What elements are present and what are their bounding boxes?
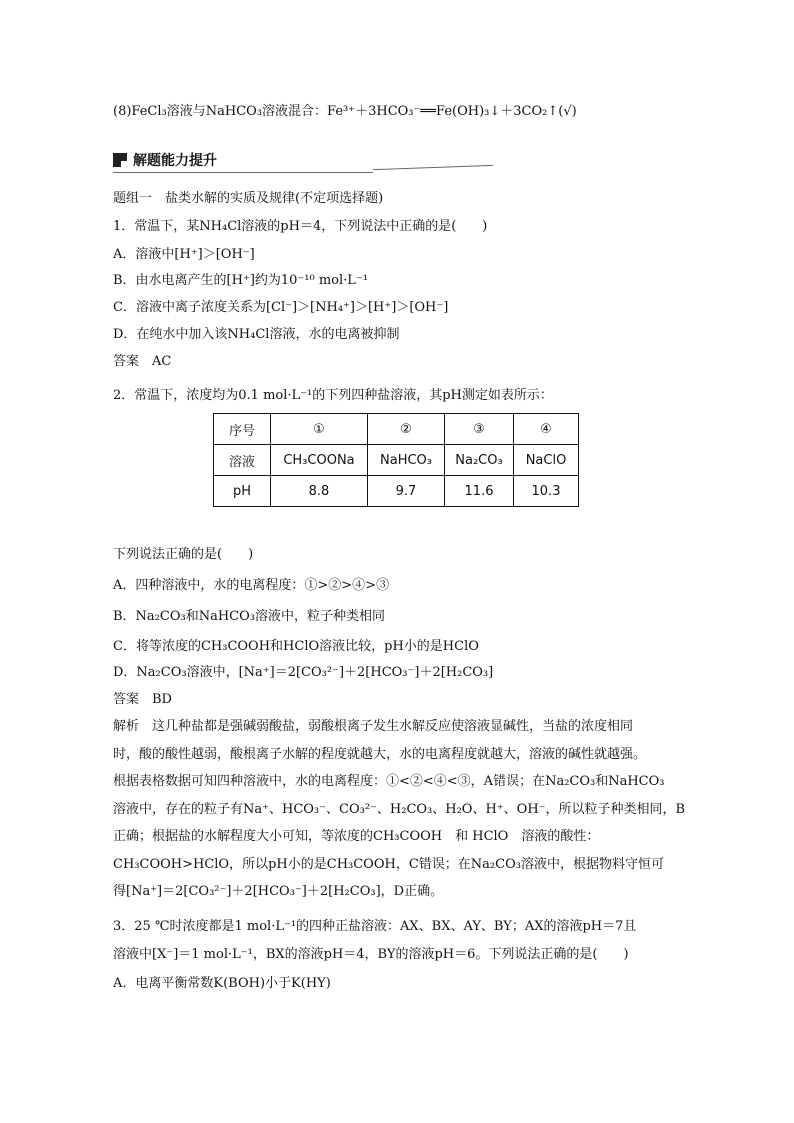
q2-analysis-line: 溶液中，存在的粒子有Na⁺、HCO₃⁻、CO₃²⁻、H₂CO₃、H₂O、H⁺、OH⁻，所以粒子种类相同，B (113, 802, 686, 817)
q3-option-a: A．电离平衡常数K(BOH)小于K(HY) (113, 976, 331, 991)
table-cell: pH (214, 476, 271, 507)
table-cell: 10.3 (514, 476, 579, 507)
q2-analysis-line: 时，酸的酸性越弱，酸根离子水解的程度就越大，水的电离程度就越大，溶液的碱性就越强。 (113, 747, 647, 762)
q1-stem: 1．常温下，某NH₄Cl溶液的pH＝4，下列说法中正确的是( ) (113, 219, 488, 234)
q2-analysis-line: 得[Na⁺]＝2[CO₃²⁻]＋2[HCO₃⁻]＋2[H₂CO₃]，D正确。 (113, 884, 444, 899)
ph-table (213, 413, 579, 507)
table-cell: ④ (514, 414, 579, 445)
table-cell: 序号 (214, 414, 271, 445)
table-cell: 11.6 (445, 476, 514, 507)
q2-answer: 答案 BD (113, 692, 172, 707)
table-cell: 溶液 (214, 445, 271, 476)
table-cell: ② (368, 414, 445, 445)
q2-option-a: A．四种溶液中，水的电离程度：①>②>④>③ (113, 578, 390, 593)
q1-option-c: C．溶液中离子浓度关系为[Cl⁻]＞[NH₄⁺]＞[H⁺]＞[OH⁻] (113, 300, 449, 315)
table-cell: 8.8 (271, 476, 368, 507)
q1-option-b: B．由水电离产生的[H⁺]约为10⁻¹⁰ mol·L⁻¹ (113, 273, 369, 288)
section-divider-tail (373, 165, 493, 170)
item-8-text: (8)FeCl₃溶液与NaHCO₃溶液混合：Fe³⁺＋3HCO₃⁻══Fe(OH)₃↓＋3CO₂↑(√) (113, 104, 577, 119)
section-divider (113, 172, 373, 173)
q2-analysis-line: CH₃COOH>HClO，所以pH小的是CH₃COOH，C错误；在Na₂CO₃溶液中，根据物料守恒可 (113, 857, 664, 872)
q2-option-b: B．Na₂CO₃和NaHCO₃溶液中，粒子种类相同 (113, 609, 385, 624)
table-cell: Na₂CO₃ (445, 445, 514, 476)
q1-option-d: D．在纯水中加入该NH₄Cl溶液，水的电离被抑制 (113, 327, 400, 342)
section-square-icon (113, 153, 127, 167)
table-cell: 9.7 (368, 476, 445, 507)
q2-analysis-line: 根据表格数据可知四种溶液中，水的电离程度：①<②<④<③，A错误；在Na₂CO₃和NaHCO₃ (113, 774, 665, 789)
table-cell: ① (271, 414, 368, 445)
table-cell: CH₃COONa (271, 445, 368, 476)
section-title: 解题能力提升 (133, 153, 217, 169)
group-title: 题组一 盐类水解的实质及规律(不定项选择题) (113, 191, 384, 206)
q2-stem: 2．常温下，浓度均为0.1 mol·L⁻¹的下列四种盐溶液，其pH测定如表所示： (113, 388, 553, 403)
q1-answer: 答案 AC (113, 354, 172, 369)
q1-option-a: A．溶液中[H⁺]＞[OH⁻] (113, 247, 255, 262)
table-cell: ③ (445, 414, 514, 445)
q2-option-c: C．将等浓度的CH₃COOH和HClO溶液比较，pH小的是HClO (113, 639, 479, 654)
table-cell: NaClO (514, 445, 579, 476)
q2-analysis-line: 解析 这几种盐都是强碱弱酸盐，弱酸根离子发生水解反应使溶液显碱性，当盐的浓度相同 (113, 719, 634, 734)
table-row (214, 476, 579, 507)
q3-stem-line: 3．25 ℃时浓度都是1 mol·L⁻¹的四种正盐溶液：AX、BX、AY、BY；AX的溶液pH＝7且 (113, 919, 637, 934)
q2-prompt: 下列说法正确的是( ) (113, 547, 254, 562)
table-row (214, 414, 579, 445)
table-row (214, 445, 579, 476)
q2-analysis-line: 正确；根据盐的水解程度大小可知，等浓度的CH₃COOH 和 HClO 溶液的酸性： (113, 829, 600, 844)
section-header (113, 150, 383, 174)
table-cell: NaHCO₃ (368, 445, 445, 476)
q2-option-d: D．Na₂CO₃溶液中，[Na⁺]＝2[CO₃²⁻]＋2[HCO₃⁻]＋2[H₂CO₃] (113, 665, 494, 680)
q3-stem-line: 溶液中[X⁻]＝1 mol·L⁻¹，BX的溶液pH＝4，BY的溶液pH＝6。下列说法正确的是( ) (113, 947, 629, 962)
